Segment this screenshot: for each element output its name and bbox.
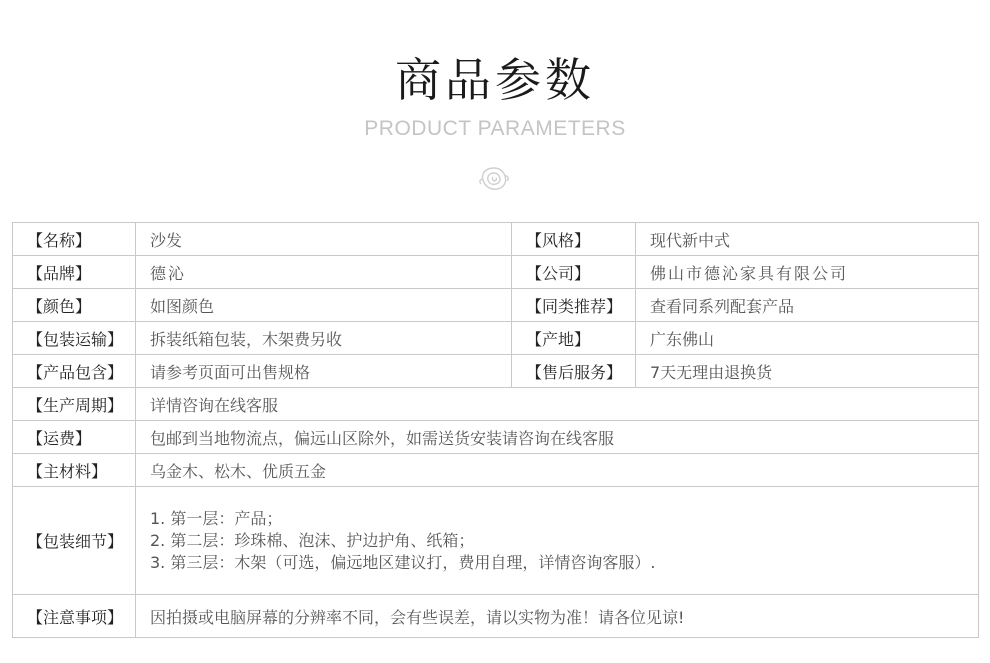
param-label: 【注意事项】: [13, 595, 136, 638]
param-value: 德沁: [136, 256, 512, 289]
param-label: 【运费】: [13, 421, 136, 454]
table-row: [13, 595, 979, 638]
table-row: [13, 289, 979, 322]
param-label: 【颜色】: [13, 289, 136, 322]
param-label: 【生产周期】: [13, 388, 136, 421]
param-label: 【包装细节】: [13, 487, 136, 595]
param-value: 查看同系列配套产品: [636, 289, 979, 322]
param-value: 包邮到当地物流点，偏远山区除外，如需送货安装请咨询在线客服: [136, 421, 979, 454]
page-title: 商品参数: [395, 53, 595, 107]
list-item: 2. 第二层：珍珠棉、泡沫、护边护角、纸箱；: [150, 530, 475, 550]
param-label: 【产地】: [512, 322, 636, 355]
param-label: 【风格】: [512, 223, 636, 256]
param-label: 【主材料】: [13, 454, 136, 487]
param-label: 【品牌】: [13, 256, 136, 289]
table-row: [13, 421, 979, 454]
table-row: [13, 256, 979, 289]
table-row: [13, 388, 979, 421]
table-row: [13, 223, 979, 256]
table-row: [13, 322, 979, 355]
table-row: [13, 355, 979, 388]
list-item: 1. 第一层：产品；: [150, 508, 283, 528]
rose-icon: [477, 164, 511, 194]
param-value: 乌金木、松木、优质五金: [136, 454, 979, 487]
param-label: 【名称】: [13, 223, 136, 256]
param-value: 详情咨询在线客服: [136, 388, 979, 421]
param-value: 佛山市德沁家具有限公司: [636, 256, 979, 289]
table-row: [13, 454, 979, 487]
param-value: 7天无理由退换货: [636, 355, 979, 388]
param-label: 【售后服务】: [512, 355, 636, 388]
param-value: 请参考页面可出售规格: [136, 355, 512, 388]
page-subtitle: PRODUCT PARAMETERS: [364, 117, 626, 140]
list-item: 3. 第三层：木架（可选，偏远地区建议打，费用自理，详情咨询客服）.: [150, 552, 656, 572]
param-label: 【同类推荐】: [512, 289, 636, 322]
header: [0, 0, 990, 222]
param-label: 【包装运输】: [13, 322, 136, 355]
param-value: 广东佛山: [636, 322, 979, 355]
param-value: 现代新中式: [636, 223, 979, 256]
parameters-table: [12, 222, 979, 638]
param-label: 【产品包含】: [13, 355, 136, 388]
param-value: 拆装纸箱包装，木架费另收: [136, 322, 512, 355]
param-value: 因拍摄或电脑屏幕的分辨率不同，会有些误差，请以实物为准！请各位见谅!: [136, 595, 979, 638]
param-label: 【公司】: [512, 256, 636, 289]
packing-details: [136, 487, 979, 595]
table-row: [13, 487, 979, 595]
param-value: 沙发: [136, 223, 512, 256]
param-value: 如图颜色: [136, 289, 512, 322]
